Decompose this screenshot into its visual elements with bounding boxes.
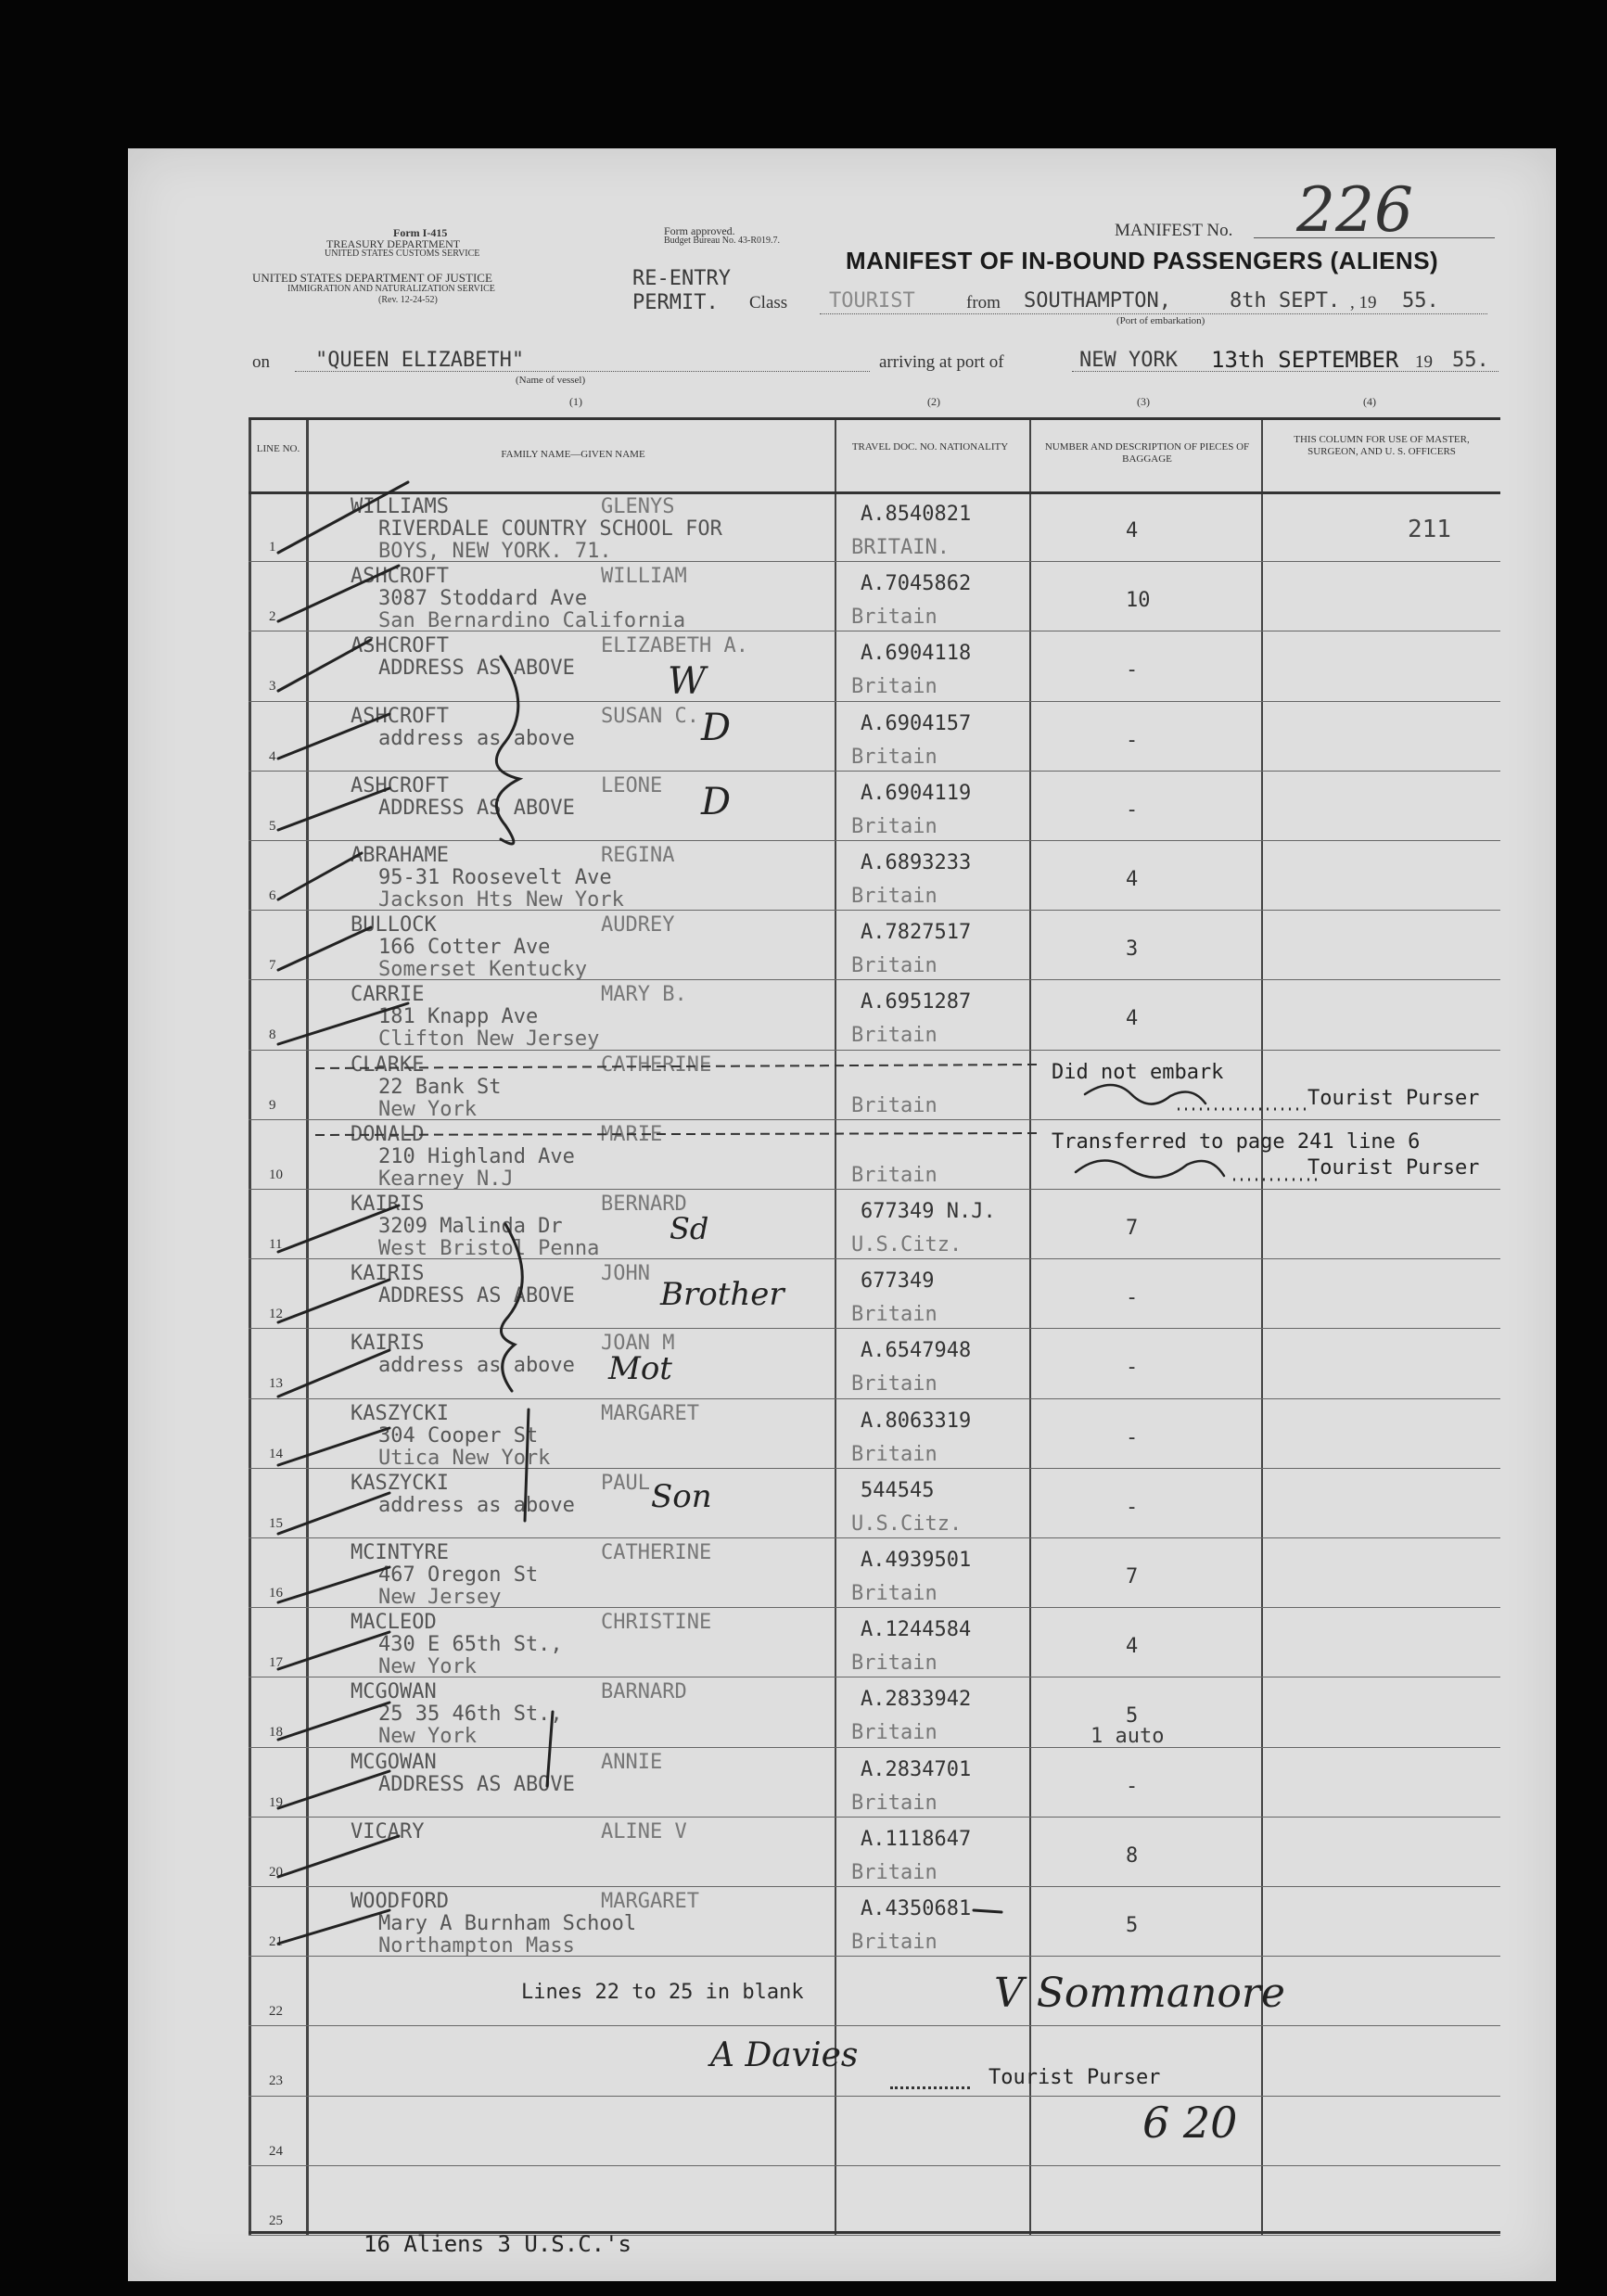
hand-d1: D: [701, 707, 732, 749]
arrival-date: 13th SEPTEMBER: [1211, 347, 1399, 373]
revision: (Rev. 12-24-52): [378, 295, 438, 305]
purser-title: Tourist Purser: [988, 2066, 1161, 2089]
date-handwritten: 6 20: [1142, 2098, 1238, 2148]
line-number: 6: [269, 888, 276, 903]
address-line-2: New York: [378, 1725, 477, 1749]
given-name: CHRISTINE: [601, 1611, 712, 1635]
address-line-1: 25 35 46th St.,: [378, 1703, 563, 1727]
line-number: 8: [269, 1027, 276, 1043]
travel-doc-number: A.7045862: [861, 572, 972, 596]
baggage-note: Transferred to page 241 line 6: [1052, 1129, 1421, 1154]
family-name: ASHCROFT: [351, 565, 449, 589]
travel-doc-number: A.8063319: [861, 1409, 972, 1433]
travel-doc-number: A.6904118: [861, 642, 972, 666]
baggage-count: -: [1126, 1774, 1139, 1798]
line-number: 18: [269, 1725, 283, 1741]
nationality: Britain: [851, 1791, 937, 1815]
family-name: ASHCROFT: [351, 634, 449, 658]
blank-lines-note: Lines 22 to 25 in blank: [521, 1981, 804, 2004]
line-number: 11: [269, 1237, 283, 1252]
family-name: VICARY: [351, 1819, 425, 1843]
address-line-1: address as above: [378, 726, 575, 750]
officer-note: Tourist Purser: [1307, 1155, 1480, 1180]
given-name: BERNARD: [601, 1193, 687, 1216]
baggage-count: 5: [1126, 1914, 1139, 1937]
travel-doc-number: A.6547948: [861, 1339, 972, 1363]
line-number: 10: [269, 1167, 283, 1182]
nationality: Britain: [851, 885, 937, 908]
address-line-1: 3087 Stoddard Ave: [378, 587, 588, 611]
nationality: Britain: [851, 1860, 937, 1884]
given-name: MARIE: [601, 1122, 663, 1146]
travel-doc-number: A.6904119: [861, 781, 972, 805]
given-name: ANNIE: [601, 1750, 663, 1774]
baggage-count: 4: [1126, 868, 1139, 891]
given-name: CATHERINE: [601, 1052, 712, 1077]
address-line-2: Somerset Kentucky: [378, 958, 588, 982]
address-line-2: Jackson Hts New York: [378, 888, 624, 912]
address-line-2: New York: [378, 1097, 477, 1121]
address-line-1: 304 Cooper St: [378, 1423, 539, 1448]
treasury-dept: TREASURY DEPARTMENT: [326, 237, 461, 250]
baggage-count: 5: [1126, 1704, 1139, 1728]
baggage-count: -: [1126, 1286, 1139, 1310]
year-prefix: , 19: [1350, 293, 1377, 313]
line-number: 21: [269, 1934, 283, 1949]
address-line-1: RIVERDALE COUNTRY SCHOOL FOR: [378, 517, 722, 541]
address-line-2: New Jersey: [378, 1586, 502, 1609]
given-name: LEONE: [601, 773, 663, 797]
arrival-year-prefix: 19: [1415, 352, 1433, 372]
baggage-count: 7: [1126, 1217, 1139, 1240]
address-line-1: Mary A Burnham School: [378, 1912, 637, 1935]
header-doc: TRAVEL DOC. NO. NATIONALITY: [851, 441, 1009, 453]
address-line-1: 181 Knapp Ave: [378, 1005, 539, 1029]
travel-doc-number: A.4939501: [861, 1549, 972, 1572]
officer-note: 211: [1408, 516, 1451, 543]
form-approved: Form approved.: [664, 224, 735, 237]
given-name: AUDREY: [601, 913, 675, 938]
nationality: Britain: [851, 1442, 937, 1466]
col-num-4: (4): [1363, 395, 1376, 408]
family-name: MCGOWAN: [351, 1680, 437, 1704]
from-label: from: [966, 293, 1001, 313]
line-number: 5: [269, 818, 276, 834]
hand-mother: Mot: [608, 1350, 672, 1387]
address-line-1: address as above: [378, 1354, 575, 1378]
baggage-count: -: [1126, 658, 1139, 682]
travel-doc-number: A.8540821: [861, 503, 972, 526]
officer-note: Tourist Purser: [1307, 1086, 1480, 1110]
family-name: MCINTYRE: [351, 1541, 449, 1564]
travel-doc-number: A.4350681: [861, 1897, 972, 1920]
address-line-2: Utica New York: [378, 1446, 551, 1470]
family-name: CLARKE: [351, 1052, 425, 1077]
given-name: JOHN: [601, 1262, 650, 1286]
given-name: WILLIAM: [601, 565, 687, 589]
line-number: 23: [269, 2073, 283, 2089]
address-line-1: 430 E 65th St.,: [378, 1633, 563, 1657]
baggage-note: Did not embark: [1052, 1060, 1224, 1084]
given-name: GLENYS: [601, 495, 675, 518]
line-number: 12: [269, 1307, 283, 1322]
line-number: 19: [269, 1794, 283, 1810]
family-name: MCGOWAN: [351, 1750, 437, 1774]
given-name: ELIZABETH A.: [601, 634, 748, 658]
address-line-2: New York: [378, 1655, 477, 1679]
line-number: 1: [269, 540, 276, 555]
nationality: Britain: [851, 1582, 937, 1605]
line-number: 17: [269, 1655, 283, 1671]
given-name: JOAN M: [601, 1332, 675, 1356]
address-line-1: ADDRESS AS ABOVE: [378, 796, 575, 820]
line-number: 9: [269, 1097, 276, 1113]
given-name: MARGARET: [601, 1890, 699, 1913]
header-baggage: NUMBER AND DESCRIPTION OF PIECES OF BAGGAGE: [1044, 441, 1250, 465]
hand-brother: Brother: [660, 1276, 784, 1313]
address-line-1: 3209 Malinda Dr: [378, 1215, 563, 1238]
footer-summary: 16 Aliens 3 U.S.C.'s: [363, 2231, 631, 2257]
line-number: 20: [269, 1864, 283, 1880]
line-number: 13: [269, 1376, 283, 1392]
manifest-title: MANIFEST OF IN-BOUND PASSENGERS (ALIENS): [846, 247, 1439, 274]
form-number: Form I-415: [393, 226, 448, 239]
nationality: Britain: [851, 1931, 937, 1954]
class-label: Class: [749, 293, 788, 313]
family-name: BULLOCK: [351, 913, 437, 938]
nationality: Britain: [851, 675, 937, 699]
nationality: Britain: [851, 1652, 937, 1676]
given-name: CATHERINE: [601, 1541, 712, 1564]
baggage-count: 3: [1126, 938, 1139, 962]
vessel-name: "QUEEN ELIZABETH": [315, 349, 525, 372]
baggage-count: -: [1126, 1495, 1139, 1519]
travel-doc-number: 677349 N.J.: [861, 1200, 996, 1223]
embark-label: (Port of embarkation): [1116, 315, 1205, 326]
hand-son: Son: [651, 1478, 712, 1515]
hand-d2: D: [701, 781, 732, 823]
header-name: FAMILY NAME—GIVEN NAME: [501, 449, 645, 460]
baggage-count: 7: [1126, 1565, 1139, 1588]
manifest-number: 226: [1296, 174, 1413, 246]
customs-service: UNITED STATES CUSTOMS SERVICE: [325, 249, 480, 259]
budget-bureau: Budget Bureau No. 43-R019.7.: [664, 236, 780, 246]
baggage-count: -: [1126, 797, 1139, 822]
address-line-2: San Bernardino California: [378, 609, 686, 633]
line-number: 14: [269, 1446, 283, 1461]
family-name: ABRAHAME: [351, 844, 449, 867]
travel-doc-number: A.1118647: [861, 1827, 972, 1851]
nationality: U.S.Citz.: [851, 1233, 963, 1256]
address-line-1: address as above: [378, 1493, 575, 1517]
family-name: KAIRIS: [351, 1262, 425, 1286]
nationality: Britain: [851, 1721, 937, 1745]
line-number: 3: [269, 679, 276, 695]
justice-dept: UNITED STATES DEPARTMENT OF JUSTICE: [252, 271, 492, 285]
family-name: MACLEOD: [351, 1611, 437, 1635]
address-line-2: Kearney N.J: [378, 1167, 514, 1191]
inspector-signature: V Sommanore: [994, 1970, 1285, 2017]
purser-signature: A Davies: [710, 2036, 859, 2074]
arriving-label: arriving at port of: [879, 352, 1004, 372]
family-name: WOODFORD: [351, 1890, 449, 1913]
given-name: ALINE V: [601, 1819, 687, 1843]
address-line-1: 22 Bank St: [378, 1075, 502, 1099]
family-name: KAIRIS: [351, 1193, 425, 1216]
nationality: Britain: [851, 1303, 937, 1327]
year-value: 55.: [1402, 289, 1439, 313]
baggage-count: 4: [1126, 1635, 1139, 1659]
reentry-line1: RE-ENTRY: [632, 267, 731, 290]
nationality: Britain: [851, 1093, 937, 1117]
line-number: 22: [269, 2004, 283, 2020]
line-number: 25: [269, 2213, 283, 2228]
line-number: 2: [269, 609, 276, 625]
given-name: PAUL: [601, 1471, 650, 1495]
baggage-count: -: [1126, 1425, 1139, 1449]
hand-sd: Sd: [670, 1211, 709, 1246]
travel-doc-number: A.6951287: [861, 990, 972, 1014]
ins-service: IMMIGRATION AND NATURALIZATION SERVICE: [287, 284, 495, 294]
line-number: 4: [269, 748, 276, 764]
family-name: DONALD: [351, 1122, 425, 1146]
family-name: ASHCROFT: [351, 704, 449, 728]
travel-doc-number: A.7827517: [861, 921, 972, 945]
given-name: MARY B.: [601, 983, 687, 1007]
reentry-line2: PERMIT.: [632, 291, 719, 314]
nationality: Britain: [851, 1024, 937, 1048]
nationality: Britain: [851, 954, 937, 978]
baggage-count: 10: [1126, 589, 1151, 613]
nationality: Britain: [851, 606, 937, 630]
from-value: SOUTHAMPTON,: [1024, 289, 1171, 313]
given-name: REGINA: [601, 844, 675, 867]
auto-note: 1 auto: [1090, 1725, 1165, 1748]
family-name: KASZYCKI: [351, 1471, 449, 1495]
line-number: 16: [269, 1586, 283, 1601]
family-name: KAIRIS: [351, 1332, 425, 1356]
nationality: Britain: [851, 1372, 937, 1397]
address-line-1: 166 Cotter Ave: [378, 936, 551, 960]
nationality: Britain: [851, 745, 937, 769]
travel-doc-number: A.6904157: [861, 711, 972, 735]
address-line-1: ADDRESS AS ABOVE: [378, 1772, 575, 1796]
departure-date: 8th SEPT.: [1230, 289, 1341, 313]
line-number: 7: [269, 958, 276, 974]
col-num-3: (3): [1137, 395, 1150, 408]
travel-doc-number: 677349: [861, 1269, 935, 1294]
arrival-year: 55.: [1452, 349, 1489, 372]
nationality: Britain: [851, 814, 937, 838]
col-num-2: (2): [927, 395, 940, 408]
address-line-2: Northampton Mass: [378, 1934, 575, 1958]
line-number: 24: [269, 2143, 283, 2159]
address-line-1: ADDRESS AS ABOVE: [378, 657, 575, 681]
address-line-1: 210 Highland Ave: [378, 1144, 575, 1168]
manifest-label: MANIFEST No.: [1115, 221, 1233, 240]
vessel-label: (Name of vessel): [516, 375, 586, 386]
address-line-2: Clifton New Jersey: [378, 1027, 600, 1052]
header-line-no: LINE NO.: [256, 443, 300, 454]
family-name: KASZYCKI: [351, 1401, 449, 1425]
line-number: 15: [269, 1515, 283, 1531]
address-line-2: BOYS, NEW YORK. 71.: [378, 540, 612, 563]
given-name: BARNARD: [601, 1680, 687, 1704]
family-name: ASHCROFT: [351, 773, 449, 797]
given-name: MARGARET: [601, 1401, 699, 1425]
family-name: CARRIE: [351, 983, 425, 1007]
address-line-1: ADDRESS AS ABOVE: [378, 1284, 575, 1308]
class-value: TOURIST: [829, 289, 915, 313]
col-num-1: (1): [569, 395, 582, 408]
hand-w: W: [668, 660, 707, 703]
nationality: BRITAIN.: [851, 536, 950, 559]
family-name: WILLIAMS: [351, 495, 449, 518]
travel-doc-number: A.2833942: [861, 1688, 972, 1712]
travel-doc-number: A.2834701: [861, 1757, 972, 1781]
travel-doc-number: A.1244584: [861, 1618, 972, 1642]
baggage-count: 4: [1126, 519, 1139, 542]
baggage-count: -: [1126, 1356, 1139, 1380]
address-line-1: 467 Oregon St: [378, 1563, 539, 1587]
header-officers: THIS COLUMN FOR USE OF MASTER, SURGEON, AND U. S. OFFICERS: [1294, 434, 1470, 457]
travel-doc-number: A.6893233: [861, 851, 972, 874]
nationality: U.S.Citz.: [851, 1512, 963, 1536]
arrival-port: NEW YORK: [1079, 349, 1178, 372]
given-name: SUSAN C.: [601, 704, 699, 728]
nationality: Britain: [851, 1163, 937, 1187]
travel-doc-number: 544545: [861, 1478, 935, 1502]
address-line-2: West Bristol Penna: [378, 1237, 600, 1260]
baggage-count: -: [1126, 728, 1139, 752]
on-label: on: [252, 352, 270, 372]
baggage-count: 4: [1126, 1007, 1139, 1031]
baggage-count: 8: [1126, 1843, 1139, 1868]
address-line-1: 95-31 Roosevelt Ave: [378, 866, 612, 889]
